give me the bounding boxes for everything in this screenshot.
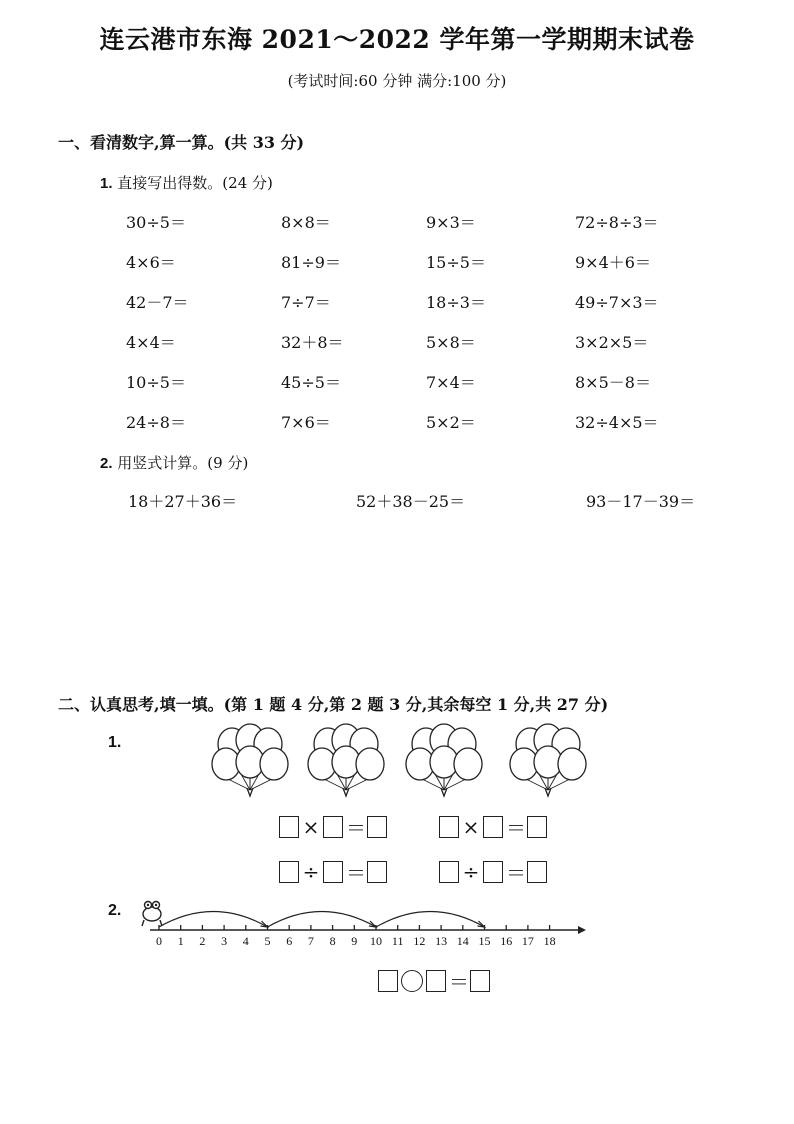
calc-item: 24÷8＝ [126,413,186,432]
calc-item: 32÷4×5＝ [575,413,659,432]
q2-1-number: 1. [108,734,122,751]
calc-item: 81÷9＝ [281,253,341,272]
calc-item: 4×6＝ [126,253,176,272]
balloon-group [308,724,384,796]
tick-label: 4 [242,934,249,948]
equals-sign: ＝ [506,816,526,840]
balloon-group [406,724,482,796]
answer-box[interactable] [527,816,547,838]
balloon-group [510,724,586,796]
q2-2-number: 2. [108,902,122,919]
calc-item: 9×3＝ [426,213,476,232]
balloon-icon [356,748,384,780]
q1-2-heading [100,452,248,473]
tick-label: 11 [391,934,404,948]
answer-box[interactable] [378,970,398,992]
answer-box[interactable] [439,816,459,838]
balloon-group [212,724,288,796]
tick-label: 3 [221,934,228,948]
calc-item: 7×4＝ [426,373,476,392]
divide-sign: ÷ [462,859,480,884]
answer-box[interactable] [323,861,343,883]
vertical-calc-3: 93－17－39＝ [586,492,696,511]
answer-box[interactable] [527,861,547,883]
multiply-sign: × [302,814,320,839]
answer-box[interactable] [483,861,503,883]
multiply-equation-2 [439,812,547,841]
calc-item: 5×8＝ [426,333,476,352]
calc-item: 8×8＝ [281,213,331,232]
calc-item: 18÷3＝ [426,293,486,312]
equals-sign: ＝ [506,861,526,885]
calc-item: 7×6＝ [281,413,331,432]
calc-item: 10÷5＝ [126,373,186,392]
answer-box[interactable] [279,861,299,883]
tick-label: 9 [351,934,358,948]
tick-label: 16 [500,934,513,948]
tick-label: 8 [329,934,336,948]
tick-label: 13 [435,934,448,948]
calc-item: 45÷5＝ [281,373,341,392]
answer-box[interactable] [439,861,459,883]
calc-item: 42－7＝ [126,293,189,312]
arrow-head-icon [578,926,586,934]
multiply-equation-1 [279,812,387,841]
frog-icon [142,902,162,927]
equals-sign: ＝ [346,816,366,840]
divide-sign: ÷ [302,859,320,884]
tick-label: 14 [456,934,469,948]
section-2-heading: 二、认真思考,填一填。(第 1 题 4 分,第 2 题 3 分,其余每空 1 分,共 27 分) [58,695,609,714]
calc-item: 4×4＝ [126,333,176,352]
equals-sign: ＝ [449,970,469,994]
answer-box[interactable] [470,970,490,992]
tick-label: 15 [478,934,491,948]
q1-1-label: 直接写出得数。(24 分) [117,174,273,192]
calc-item: 9×4＋6＝ [575,253,651,272]
vertical-calc-2: 52＋38－25＝ [356,492,466,511]
calc-item: 30÷5＝ [126,213,186,232]
tick-label: 1 [177,934,184,948]
answer-box[interactable] [323,816,343,838]
multiply-sign: × [462,814,480,839]
balloon-icon [454,748,482,780]
tick-label: 12 [413,934,426,948]
equals-sign: ＝ [346,861,366,885]
divide-equation-2 [439,857,547,886]
number-line [130,890,590,960]
jump-arc [376,912,485,928]
calc-item: 72÷8÷3＝ [575,213,659,232]
calc-item: 8×5－8＝ [575,373,651,392]
page-title: 连云港市东海 2021～2022 学年第一学期期末试卷 [99,25,695,54]
calc-item: 3×2×5＝ [575,333,649,352]
tick-label: 0 [156,934,162,948]
answer-box[interactable] [279,816,299,838]
tick-label: 10 [370,934,382,948]
operator-circle[interactable] [401,970,423,992]
tick-label: 6 [286,934,293,948]
calc-item: 5×2＝ [426,413,476,432]
tick-label: 17 [521,934,534,948]
section-1-heading: 一、看清数字,算一算。(共 33 分) [58,133,305,152]
jump-arc [268,912,377,928]
answer-box[interactable] [367,861,387,883]
balloon-icon [260,748,288,780]
q1-2-label: 用竖式计算。(9 分) [117,454,249,472]
answer-box[interactable] [426,970,446,992]
q1-1-number: 1. [100,175,113,192]
balloon-icon [558,748,586,780]
q1-2-number: 2. [100,455,113,472]
answer-box[interactable] [367,816,387,838]
tick-label: 5 [264,934,271,948]
jump-arc [159,912,268,928]
number-line-equation [378,966,490,995]
calc-item: 7÷7＝ [281,293,331,312]
q1-1-heading [100,172,273,193]
vertical-calc-1: 18＋27＋36＝ [128,492,238,511]
calc-item: 15÷5＝ [426,253,486,272]
calc-item: 32＋8＝ [281,333,344,352]
balloon-illustration [200,722,600,802]
tick-label: 18 [543,934,556,948]
exam-info: (考试时间:60 分钟 满分:100 分) [287,72,507,90]
tick-label: 7 [307,934,314,948]
answer-box[interactable] [483,816,503,838]
calc-item: 49÷7×3＝ [575,293,659,312]
tick-label: 2 [199,934,206,948]
divide-equation-1 [279,857,387,886]
